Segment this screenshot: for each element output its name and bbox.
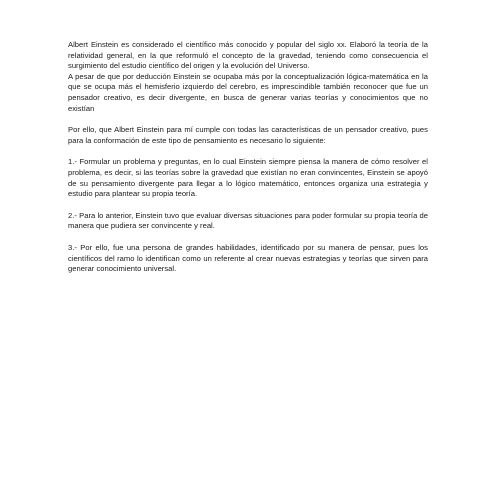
list-item-2: 2.- Para lo anterior, Einstein tuvo que evaluar diversas situaciones para poder formular su propia teoría de manera que pudiera ser convincente y real. [68, 210, 428, 231]
paragraph-spacer [68, 146, 428, 157]
list-item-3: 3.- Por ello, fue una persona de grandes habilidades, identificado por su manera de pensar, pues los científicos del ramo lo identifican como un referente al crear nuevas estrategias y teorías que sirven para generar conocimiento universal. [68, 242, 428, 274]
paragraph-spacer [68, 232, 428, 243]
paragraph-creative-thinker: Por ello, que Albert Einstein para mí cumple con todas las características de un pensador creativo, pues para la conformación de este tipo de pensamiento es necesario lo siguiente: [68, 125, 428, 145]
paragraph-deduction: A pesar de que por deducción Einstein se ocupaba más por la conceptualización lógica-matemática en la que se ocupa más el hemisferio izquierdo del cerebro, es imprescindible también reconocer que fue un pensador creativo, es decir divergente, en busca de generar varias teorías y conocimientos que no existían [68, 71, 428, 113]
paragraph-intro: Albert Einstein es considerado el científico más conocido y popular del siglo xx. Elaboró la teoría de la relatividad general, en la que reformuló el concepto de la gravedad, teniendo como consecuencia el surgimiento del estudio científico del origen y la evolución del Universo. [68, 40, 428, 71]
document-page [68, 40, 428, 275]
paragraph-spacer [68, 200, 428, 211]
paragraph-spacer [68, 114, 428, 125]
list-item-1: 1.- Formular un problema y preguntas, en lo cual Einstein siempre piensa la manera de cómo resolver el problema, es decir, si las teorías sobre la gravedad que existían no eran convincentes, Einstein se apoyó de su pensamiento divergente para llegar a lo lógico matemático, entonces organiza una estrategia y estudio para plantear su propia teoría. [68, 157, 428, 199]
